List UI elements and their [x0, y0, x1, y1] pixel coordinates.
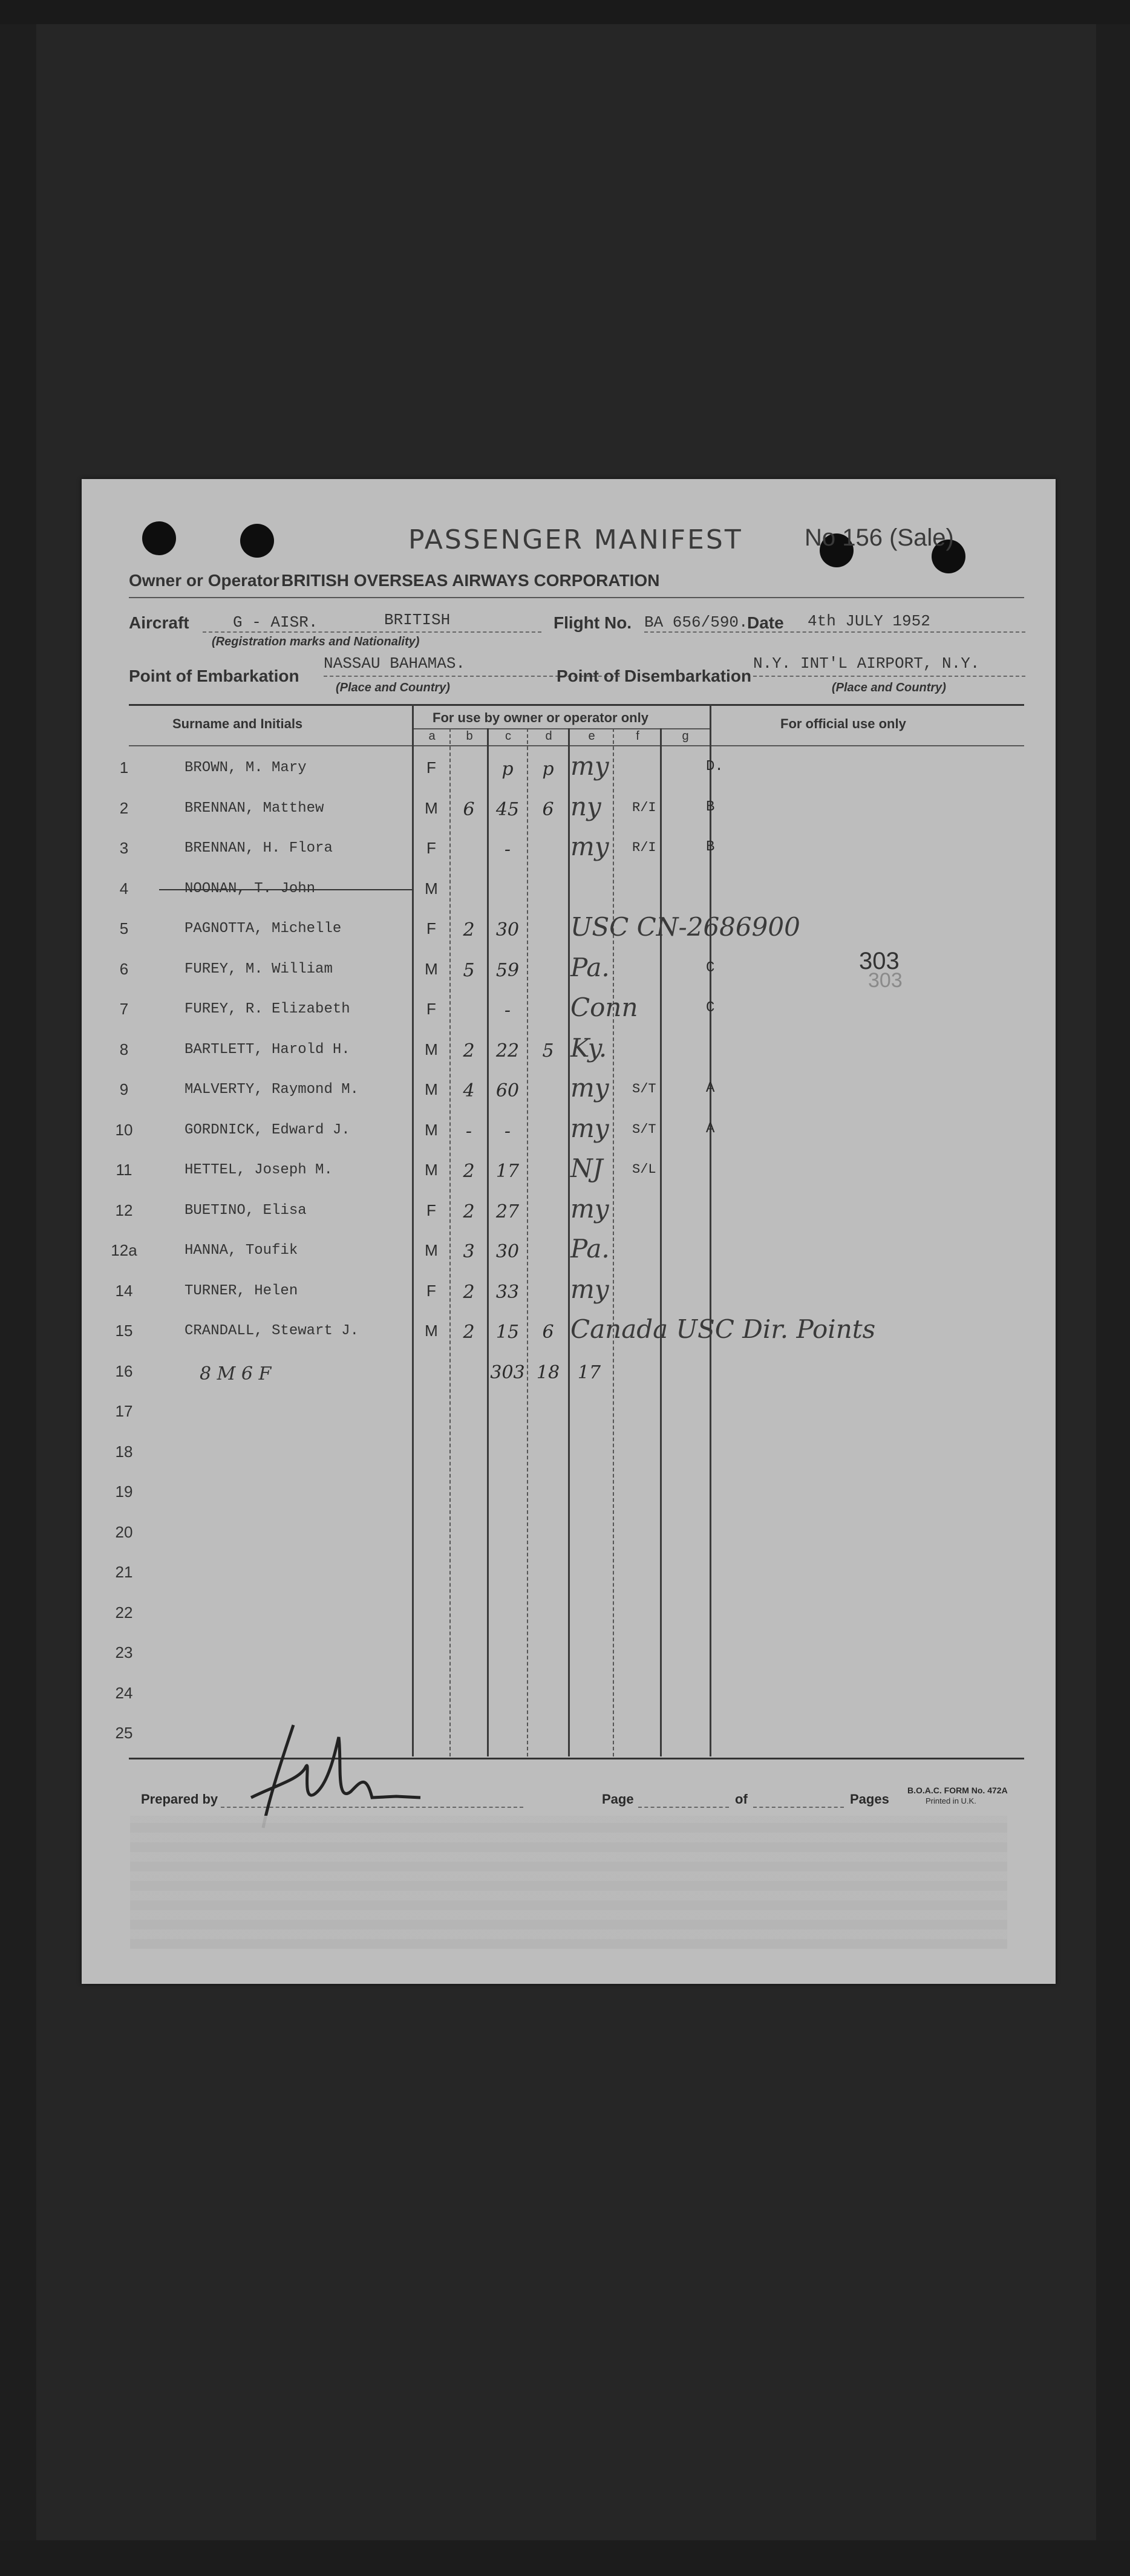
embark-note: (Place and Country)	[336, 681, 450, 694]
owner-value: BRITISH OVERSEAS AIRWAYS CORPORATION	[281, 571, 660, 590]
cell-f: Canada USC Dir. Points	[570, 1314, 876, 1344]
cell-num: 15	[115, 1322, 133, 1340]
table-row	[82, 1193, 1056, 1229]
empty-row	[82, 1474, 1056, 1510]
cell-f: Conn	[570, 993, 638, 1022]
table-row	[82, 830, 1056, 867]
cell-g: R/I	[632, 800, 656, 815]
cell-official: C	[706, 1000, 715, 1016]
cell-f: NJ	[570, 1153, 603, 1183]
cell-name: TURNER, Helen	[185, 1282, 298, 1299]
sub-col-d: d	[545, 729, 552, 743]
sub-col-g: g	[682, 729, 689, 743]
date-label: Date	[747, 613, 784, 632]
table-row	[82, 871, 1056, 907]
empty-row	[82, 1635, 1056, 1671]
sub-col-c: c	[505, 729, 511, 743]
cell-a: M	[425, 798, 438, 817]
cell-official: B	[706, 798, 715, 815]
cell-f: ny	[570, 791, 601, 821]
cell-name: FUREY, R. Elizabeth	[185, 1001, 350, 1017]
cell-a: F	[426, 1201, 436, 1219]
cell-f: Ky.	[570, 1032, 607, 1063]
empty-row	[82, 1434, 1056, 1470]
embark-label: Point of Embarkation	[129, 667, 299, 685]
page-label: Page	[602, 1792, 634, 1807]
cell-f: USC CN-2686900	[570, 912, 800, 942]
aircraft-label: Aircraft	[129, 613, 189, 632]
cell-a: M	[425, 1241, 438, 1259]
form-number: No 156 (Sale)	[805, 524, 954, 551]
sub-col-b: b	[466, 729, 473, 743]
cell-b: -	[465, 1120, 472, 1142]
totals-row	[82, 1354, 1056, 1390]
cell-a: M	[425, 1322, 438, 1340]
disembark-label: Point of Disembarkation	[557, 667, 752, 685]
cell-num: 14	[115, 1281, 133, 1300]
cell-a: F	[426, 758, 436, 777]
cell-official: A	[706, 1080, 715, 1097]
row-number: 17	[115, 1402, 133, 1420]
cell-num: 1	[119, 758, 129, 777]
divider	[129, 597, 1024, 598]
cell-f: my	[570, 1113, 609, 1143]
cell-name: NOONAN, T. John	[185, 880, 316, 897]
nationality-value: BRITISH	[384, 611, 451, 629]
cell-a: F	[426, 1000, 436, 1018]
table-row	[82, 911, 1056, 947]
cell-c: p	[501, 758, 514, 780]
owner-label: Owner or Operator	[129, 571, 279, 590]
cell-a: M	[425, 1120, 438, 1139]
cell-c: 22	[495, 1040, 520, 1061]
cell-num: 7	[119, 1000, 129, 1018]
table-row	[82, 1072, 1056, 1108]
cell-a: F	[426, 1281, 436, 1300]
cell-f: my	[570, 1073, 609, 1103]
cell-g: R/I	[632, 840, 656, 855]
cell-d: 5	[542, 1040, 554, 1061]
cell-f: Pa.	[570, 1234, 610, 1264]
row-number: 20	[115, 1522, 133, 1541]
cell-num: 11	[116, 1161, 132, 1179]
cell-b: 2	[463, 1040, 475, 1061]
manifest-page	[82, 479, 1056, 1984]
cell-c: 30	[495, 1241, 520, 1262]
row-number: 23	[115, 1643, 133, 1661]
table-row	[82, 951, 1056, 988]
cell-a: M	[425, 1161, 438, 1179]
underline	[638, 1807, 729, 1808]
cell-name: BUETINO, Elisa	[185, 1202, 307, 1219]
total-e: 17	[577, 1361, 601, 1383]
cell-b: 2	[463, 919, 475, 941]
row-number: 18	[115, 1442, 133, 1461]
cell-f: my	[570, 1274, 609, 1304]
cell-b: 2	[463, 1281, 475, 1303]
cell-g: S/T	[632, 1081, 656, 1097]
cell-a: M	[425, 959, 438, 978]
cell-b: 2	[463, 1322, 475, 1343]
cell-d: 6	[542, 1322, 554, 1343]
cell-num: 5	[119, 919, 129, 937]
table-top-rule	[129, 704, 1024, 706]
cell-name: GORDNICK, Edward J.	[185, 1121, 350, 1138]
header-bottom-rule	[129, 745, 1024, 746]
registration-note: (Registration marks and Nationality)	[212, 635, 420, 648]
film-edge-top	[0, 0, 1130, 24]
cell-num: 6	[119, 959, 129, 978]
faded-reverse-print	[130, 1816, 1007, 1949]
sub-col-a: a	[428, 729, 436, 743]
cell-c: 15	[495, 1322, 520, 1343]
cell-c: -	[504, 839, 511, 860]
cell-num: 4	[119, 879, 129, 898]
cell-num: 8	[119, 1040, 129, 1058]
date-value: 4th JULY 1952	[808, 612, 930, 630]
cell-d: 6	[542, 798, 554, 820]
cell-name: MALVERTY, Raymond M.	[185, 1081, 359, 1098]
cell-g: S/L	[632, 1162, 656, 1177]
cell-c: 30	[495, 919, 520, 941]
total-note: 8 M 6 F	[200, 1363, 272, 1384]
stamp-303-ghost: 303	[868, 969, 903, 992]
underline	[753, 1807, 844, 1808]
empty-row	[82, 1515, 1056, 1551]
sub-col-f: f	[636, 729, 639, 743]
table-row	[82, 991, 1056, 1028]
disembark-note: (Place and Country)	[832, 681, 946, 694]
cell-name: FUREY, M. William	[185, 960, 333, 977]
cell-a: M	[425, 1040, 438, 1058]
page-title: PASSENGER MANIFEST	[408, 524, 743, 555]
pages-label: Pages	[850, 1792, 889, 1807]
underline	[644, 631, 1025, 633]
cell-c: -	[504, 1120, 511, 1142]
cell-b: 2	[463, 1161, 475, 1182]
cell-official: B	[706, 839, 715, 855]
cell-num: 9	[119, 1080, 129, 1098]
empty-row	[82, 1554, 1056, 1591]
film-edge-left	[0, 0, 36, 2576]
row-number: 19	[115, 1482, 133, 1501]
row-number: 16	[115, 1361, 133, 1380]
cell-name: PAGNOTTA, Michelle	[185, 921, 342, 937]
empty-row	[82, 1394, 1056, 1430]
disembark-value: N.Y. INT'L AIRPORT, N.Y.	[753, 654, 980, 673]
stamp-303: 303	[859, 948, 900, 974]
cell-g: S/T	[632, 1121, 656, 1137]
table-row	[82, 1233, 1056, 1269]
table-row	[82, 1152, 1056, 1189]
cell-name: BROWN, M. Mary	[185, 760, 307, 776]
table-row	[82, 1313, 1056, 1349]
cell-c: 17	[495, 1161, 520, 1182]
cell-a: F	[426, 919, 436, 937]
flight-value: BA 656/590.	[644, 613, 748, 631]
cell-c: 45	[495, 798, 520, 820]
cell-f: my	[570, 1193, 609, 1224]
total-c: 303	[490, 1361, 525, 1383]
embark-value: NASSAU BAHAMAS.	[324, 654, 466, 673]
cell-num: 2	[119, 798, 129, 817]
cell-name: CRANDALL, Stewart J.	[185, 1323, 359, 1339]
cell-b: 5	[463, 959, 475, 981]
cell-num: 12	[115, 1201, 133, 1219]
cell-a: M	[425, 879, 438, 898]
cell-name: HANNA, Toufik	[185, 1242, 298, 1259]
printed-in: Printed in U.K.	[926, 1796, 976, 1805]
row-number: 21	[115, 1563, 133, 1581]
film-edge-bottom	[0, 2540, 1130, 2576]
row-number: 22	[115, 1603, 133, 1622]
total-d: 18	[536, 1361, 560, 1383]
header	[82, 524, 1056, 561]
prepared-by-label: Prepared by	[141, 1792, 218, 1807]
underline	[203, 631, 541, 633]
cell-c: 33	[495, 1281, 520, 1303]
cell-a: M	[425, 1080, 438, 1098]
cell-d: p	[542, 758, 554, 780]
cell-b: 4	[463, 1080, 475, 1101]
cell-b: 2	[463, 1201, 475, 1222]
col-official: For official use only	[780, 716, 906, 731]
empty-row	[82, 1675, 1056, 1712]
cell-num: 10	[115, 1120, 133, 1139]
cell-c: 59	[495, 959, 520, 981]
cell-c: 27	[495, 1201, 520, 1222]
cell-name: HETTEL, Joseph M.	[185, 1162, 333, 1178]
cell-official: C	[706, 959, 715, 976]
cell-official: A	[706, 1120, 715, 1137]
cell-official: D.	[706, 758, 723, 775]
sub-col-e: e	[588, 729, 595, 743]
col-owner: For use by owner or operator only	[433, 710, 648, 725]
cell-num: 3	[119, 839, 129, 857]
film-edge-right	[1096, 0, 1130, 2576]
aircraft-value: G - AISR.	[233, 613, 318, 631]
table-row	[82, 1032, 1056, 1068]
row-number: 25	[115, 1724, 133, 1742]
cell-c: 60	[495, 1080, 520, 1101]
underline	[753, 676, 1025, 677]
cell-c: -	[504, 1000, 511, 1021]
strike-through	[159, 889, 413, 890]
cell-name: BRENNAN, H. Flora	[185, 840, 333, 856]
table-row	[82, 1112, 1056, 1149]
empty-row	[82, 1595, 1056, 1631]
of-label: of	[735, 1792, 748, 1807]
table-row	[82, 750, 1056, 786]
cell-name: BRENNAN, Matthew	[185, 800, 324, 817]
form-code: B.O.A.C. FORM No. 472A	[907, 1785, 1008, 1795]
cell-f: my	[570, 832, 609, 861]
table-row	[82, 791, 1056, 827]
table-row	[82, 1273, 1056, 1309]
cell-name: BARTLETT, Harold H.	[185, 1041, 350, 1058]
row-number: 24	[115, 1683, 133, 1702]
col-surname: Surname and Initials	[172, 716, 303, 731]
cell-a: F	[426, 839, 436, 857]
cell-f: Pa.	[570, 952, 610, 982]
cell-b: 3	[463, 1241, 475, 1262]
flight-label: Flight No.	[554, 613, 632, 632]
cell-num: 12a	[111, 1241, 137, 1259]
cell-f: my	[570, 751, 609, 781]
cell-b: 6	[463, 798, 475, 820]
